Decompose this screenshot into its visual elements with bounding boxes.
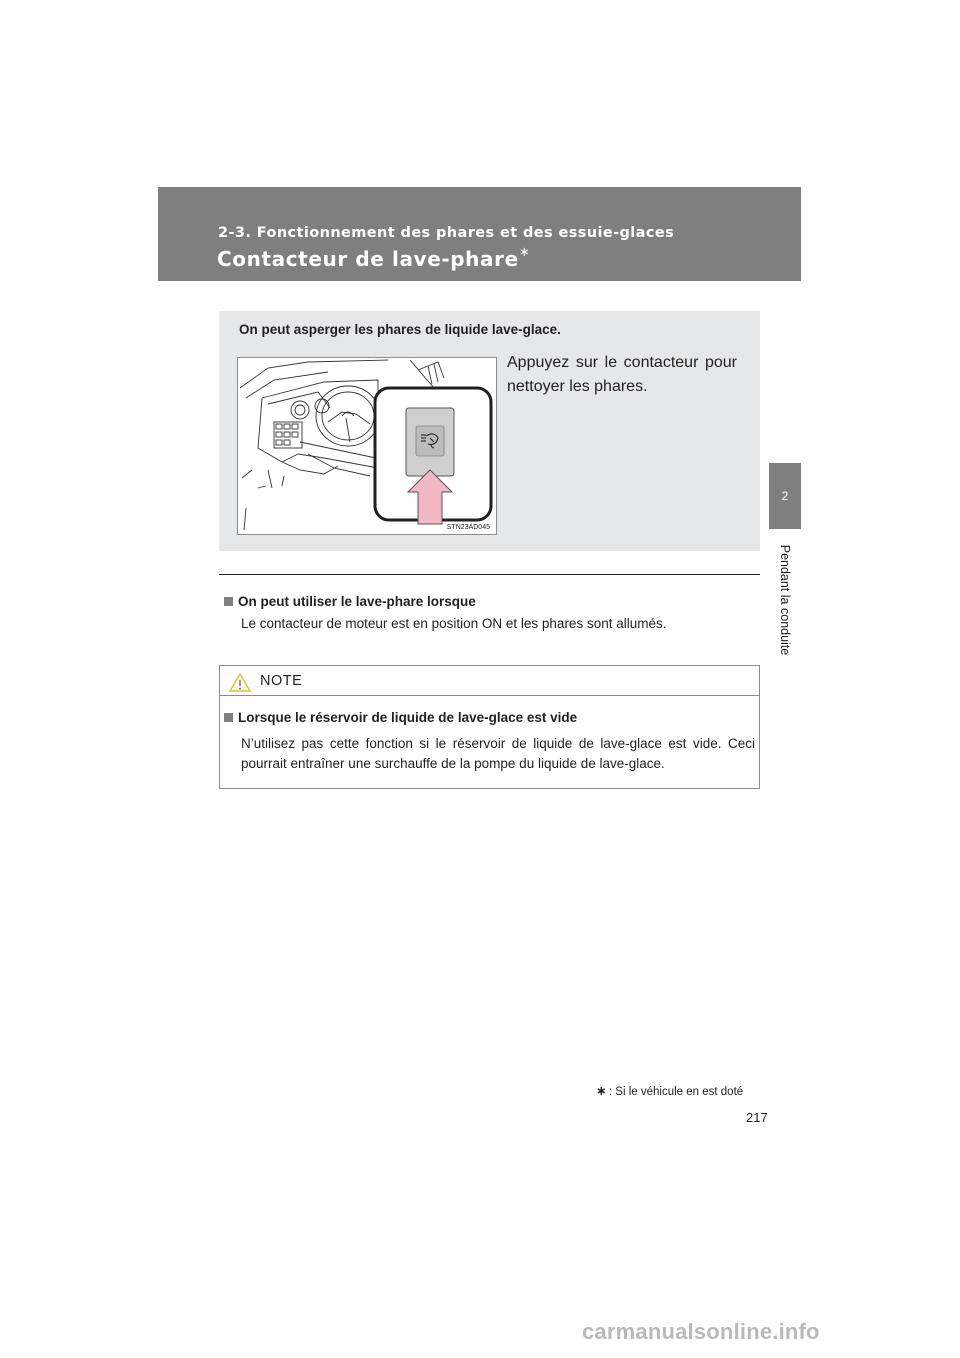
footnote-text: : Si le véhicule en est doté [608, 1086, 744, 1098]
chapter-label: Pendant la conduite [778, 544, 792, 656]
note-heading-text: Lorsque le réservoir de liquide de lave-glace est vide [238, 710, 578, 725]
figure-code: STN23AD045 [446, 524, 490, 531]
page-title [217, 247, 530, 271]
section-header [158, 187, 801, 281]
warning-triangle-icon [229, 673, 251, 692]
note-heading [224, 710, 577, 725]
intro-text: On peut asperger les phares de liquide lave-glace. [239, 322, 561, 337]
intro-box [219, 311, 760, 551]
chapter-tab[interactable]: 2 [769, 463, 801, 529]
note-title: NOTE [260, 673, 303, 689]
square-bullet-icon [224, 713, 233, 722]
info-heading-text: On peut utiliser le lave-phare lorsque [238, 594, 476, 609]
footnote-asterisk: ∗ [596, 1083, 607, 1098]
page-title-text: Contacteur de lave-phare [217, 247, 519, 271]
info-heading [224, 594, 476, 609]
info-body: Le contacteur de moteur est en position ON et les phares sont allumés. [241, 616, 667, 631]
section-divider [219, 574, 760, 575]
footnote [596, 1083, 743, 1099]
title-asterisk: ∗ [518, 245, 531, 261]
note-box [219, 665, 760, 789]
page-number: 217 [746, 1110, 768, 1125]
square-bullet-icon [224, 597, 233, 606]
section-subtitle: 2-3. Fonctionnement des phares et des essuie-glaces [218, 225, 675, 241]
site-watermark[interactable]: carmanualsonline.info [582, 1319, 820, 1344]
instruction-text: Appuyez sur le contacteur pour nettoyer les phares. [507, 354, 737, 395]
dashboard-illustration [237, 357, 497, 535]
dashboard-drawing [238, 358, 496, 534]
note-body: N’utilisez pas cette fonction si le réservoir de liquide de lave-glace est vide. Ceci pourrait entraîner une surchauffe de la pompe du liquide de lave-glace. [241, 736, 755, 771]
note-titlebar [220, 666, 759, 696]
